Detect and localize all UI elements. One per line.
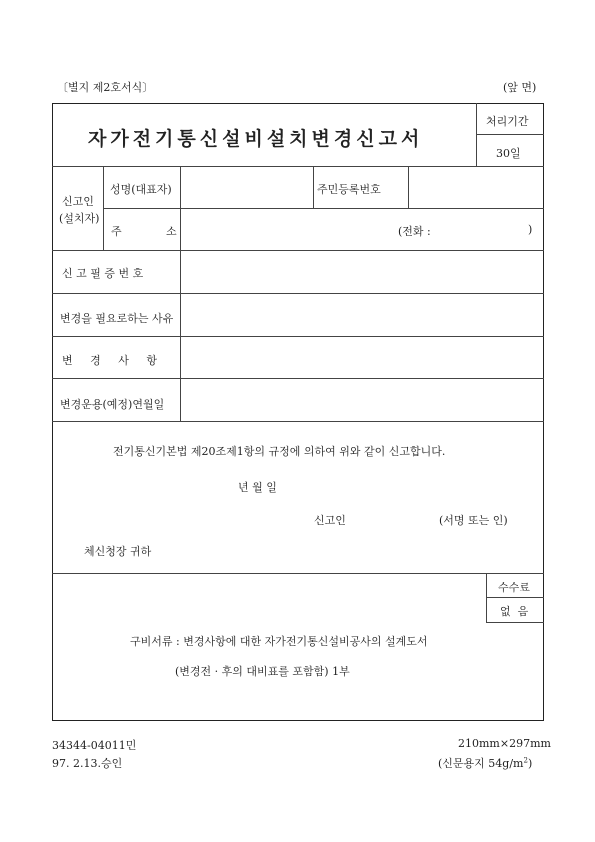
divider — [476, 134, 544, 135]
divider — [52, 378, 544, 379]
rrn-label: 주민등록번호 — [317, 183, 381, 196]
divider — [486, 622, 544, 623]
address-label-1: 주 — [111, 225, 122, 238]
cert-number-label: 신 고 필 증 번 호 — [62, 267, 144, 280]
fee-label: 수수료 — [498, 581, 530, 594]
paper-type — [438, 755, 532, 771]
divider — [52, 166, 544, 167]
paper-type-text: (신문용지 54g/m — [438, 757, 524, 770]
phone-close: ) — [528, 223, 533, 236]
divider — [52, 573, 544, 574]
divider — [313, 166, 314, 208]
reporter-group-label-sub: (설치자) — [59, 212, 100, 225]
divider — [103, 208, 544, 209]
declaration-statement: 전기통신기본법 제20조제1항의 규정에 의하여 위와 같이 신고합니다. — [113, 445, 446, 458]
processing-period-label: 처리기간 — [486, 115, 529, 128]
processing-period-value: 30일 — [496, 147, 521, 160]
required-documents-note: (변경전 · 후의 대비표를 포함함) 1부 — [175, 665, 350, 678]
paper-size: 210mm×297mm — [458, 737, 551, 750]
required-documents: 구비서류 : 변경사항에 대한 자가전기통신설비공사의 설계도서 — [130, 635, 428, 648]
divider — [408, 166, 409, 208]
divider — [52, 293, 544, 294]
page-side-label: (앞 면) — [503, 81, 537, 94]
form-title: 자가전기통신설비설치변경신고서 — [88, 128, 424, 150]
recipient: 체신청장 귀하 — [84, 545, 152, 558]
phone-label: (전화 : — [398, 225, 431, 238]
date-label: 변경운용(예정)연월일 — [60, 398, 165, 411]
form-code: 34344-04011민 — [52, 739, 137, 752]
divider — [52, 336, 544, 337]
reason-label: 변경을 필요로하는 사유 — [60, 312, 174, 325]
signer-label: 신고인 — [314, 514, 346, 527]
approval-date: 97. 2.13.승인 — [52, 757, 123, 770]
changes-label: 변 경 사 항 — [62, 354, 164, 367]
declaration-date: 년 월 일 — [238, 481, 277, 494]
form-number: 〔별지 제2호서식〕 — [57, 81, 154, 94]
fee-value: 없 음 — [500, 605, 529, 618]
paper-type-sup: 2 — [523, 756, 528, 765]
address-label-2: 소 — [166, 225, 177, 238]
divider — [52, 250, 544, 251]
divider — [52, 421, 544, 422]
signature-note: (서명 또는 인) — [439, 514, 508, 527]
reporter-group-label: 신고인 — [62, 195, 94, 208]
name-label: 성명(대표자) — [110, 183, 172, 196]
divider — [486, 597, 544, 598]
paper-type-close: ) — [527, 757, 533, 770]
